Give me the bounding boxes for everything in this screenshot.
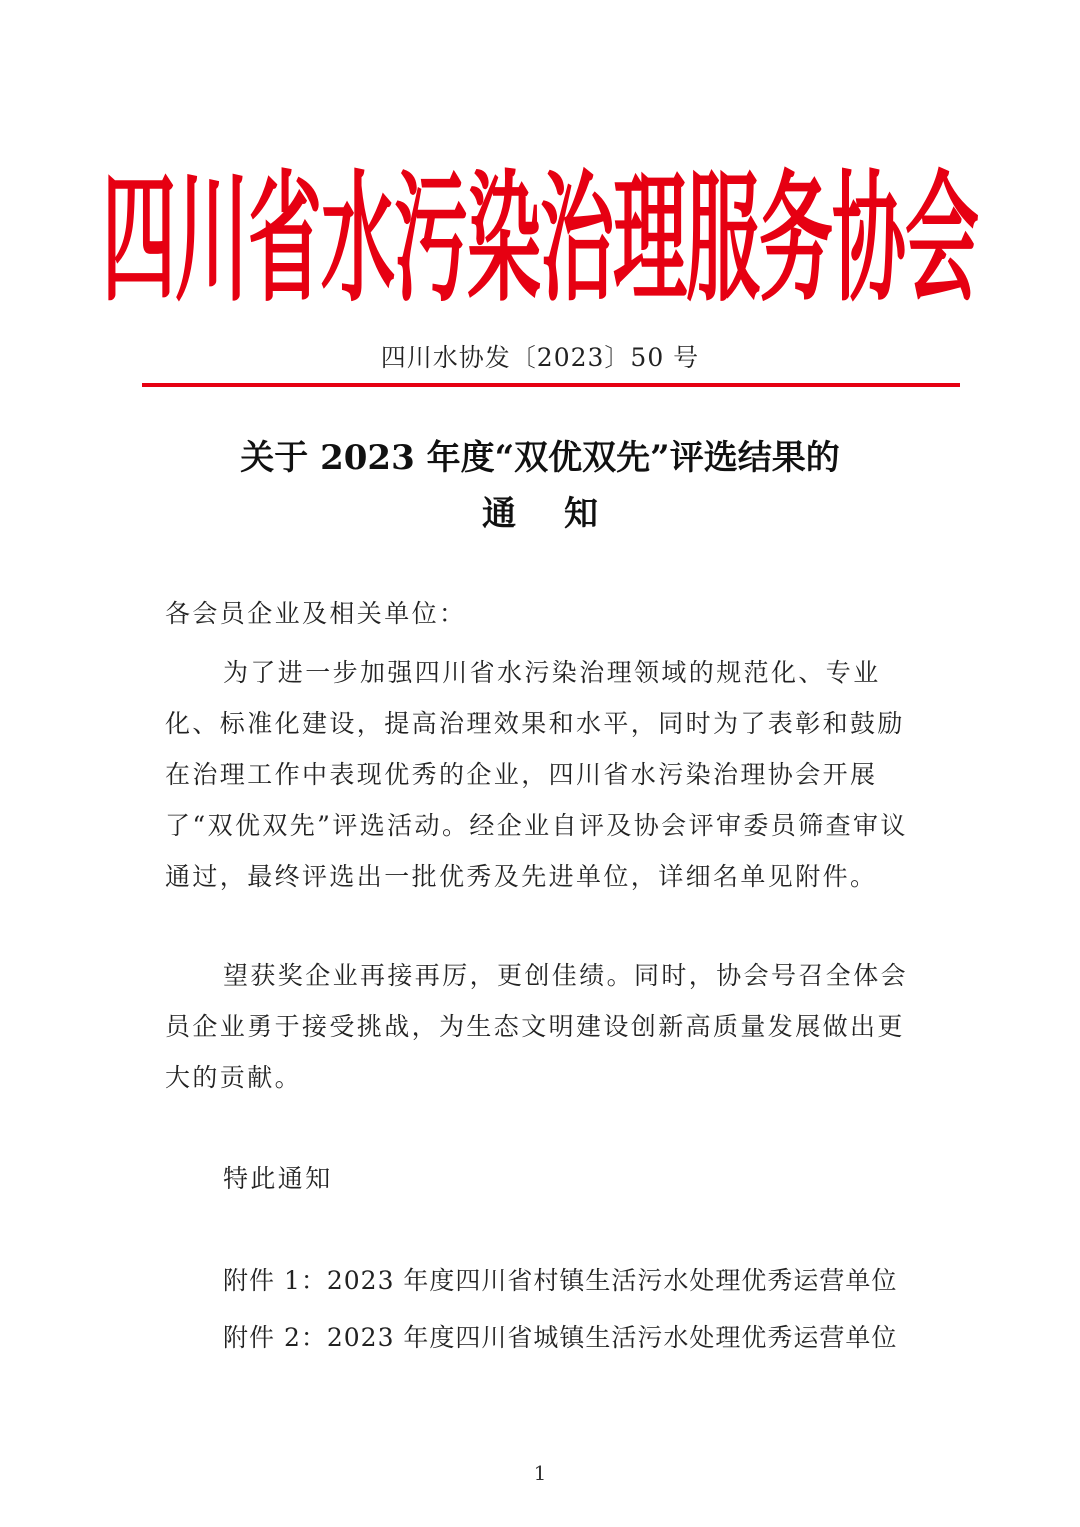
organization-name: 四川省水污染治理服务协会 — [102, 158, 978, 322]
title-line-1: 关于 2023 年度“双优双先”评选结果的 — [240, 438, 840, 478]
salutation: 各会员企业及相关单位： — [165, 599, 467, 628]
attachment-2: 附件 2：2023 年度四川省城镇生活污水处理优秀运营单位 — [223, 1323, 898, 1352]
red-divider-line — [142, 383, 960, 387]
organization-masthead — [0, 158, 1080, 322]
document-title — [0, 430, 1080, 542]
body-paragraph-1: 为了进一步加强四川省水污染治理领域的规范化、专业化、标准化建设，提高治理效果和水平，同时为了表彰和鼓励在治理工作中表现优秀的企业，四川省水污染治理协会开展了“双优双先”评选活动。经企业自评及协会评审委员筛查审议通过，最终评选出一批优秀及先进单位，详细名单见附件。 — [165, 658, 908, 891]
body-paragraph-2: 望获奖企业再接再厉，更创佳绩。同时，协会号召全体会员企业勇于接受挑战，为生态文明建设创新高质量发展做出更大的贡献。 — [165, 961, 909, 1092]
attachment-1: 附件 1：2023 年度四川省村镇生活污水处理优秀运营单位 — [223, 1266, 898, 1295]
title-line-2: 通知 — [482, 494, 646, 534]
page-number: 1 — [533, 1461, 547, 1485]
closing-remark: 特此通知 — [223, 1164, 333, 1193]
document-number: 四川水协发〔2023〕50 号 — [380, 343, 700, 372]
